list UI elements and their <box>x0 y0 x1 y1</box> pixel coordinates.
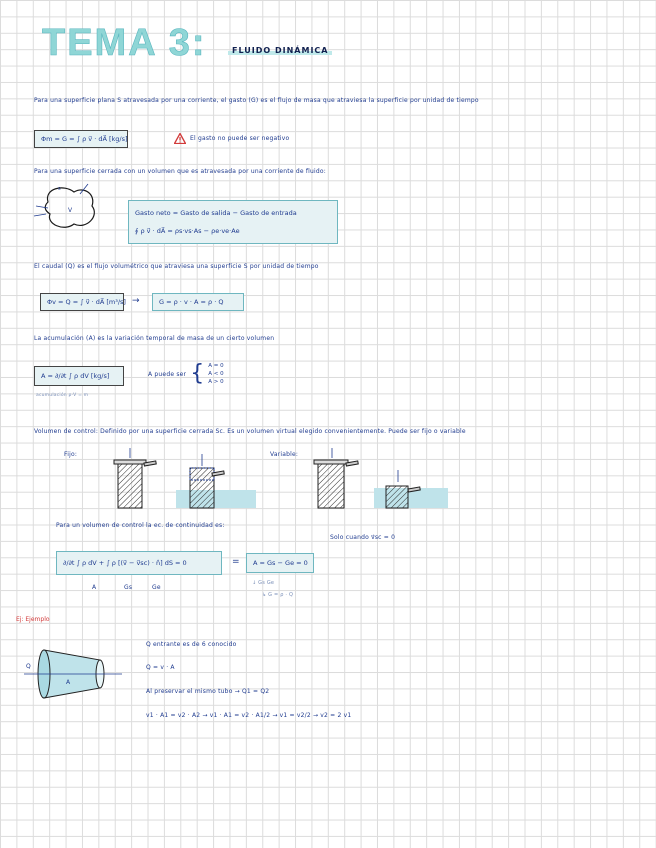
definition-caudal: El caudal (Q) es el flujo volumétrico que atraviesa una superficie S por unidad de tiempo <box>34 263 319 270</box>
continuity-equation2: A = Gs − Ge = 0 <box>253 559 308 567</box>
example-line-3: Al preservar el mismo tubo → Q1 = Q2 <box>146 688 270 695</box>
formula-caudal2: G = ρ · v · A = ρ · Q <box>159 298 224 306</box>
closed-surface-diagram <box>30 180 110 236</box>
variable-volume-diagram <box>300 446 450 516</box>
continuity-equation2-box <box>246 553 314 573</box>
solo-cuando-note: Solo cuando v⃗sc = 0 <box>330 534 396 541</box>
fixed-volume-diagram <box>100 446 260 516</box>
formula-caudal2-box <box>152 293 244 311</box>
svg-text:Q: Q <box>26 663 31 670</box>
example-nozzle-diagram <box>22 640 126 704</box>
acum-cases <box>148 362 224 386</box>
acum-puede: A puede ser <box>148 370 187 378</box>
svg-text:V: V <box>68 207 73 214</box>
example-label: Ej: Ejemplo <box>16 616 50 623</box>
definition-gasto: Para una superficie plana S atravesada por una corriente, el gasto (G) es el flujo de masa que atraviesa la superficie por unidad de tiempo <box>34 97 479 104</box>
variable-label: Variable: <box>270 451 299 458</box>
formula-gasto-box <box>34 130 128 148</box>
acum-case: A = 0 <box>208 363 224 369</box>
formula-gasto: Φm = G = ∫ ρ v⃗ · dA⃗ [kg/s] <box>41 135 128 143</box>
definition-acumulacion: La acumulación (A) es la variación temporal de masa de un cierto volumen <box>34 335 275 342</box>
equals-sign: = <box>232 557 240 567</box>
fijo-label: Fijo: <box>64 451 78 458</box>
formula-caudal-box <box>40 293 124 311</box>
eq-label-ge: Ge <box>152 584 161 591</box>
implies-arrow: → <box>132 296 140 306</box>
continuity-equation: ∂/∂t ∫ ρ dV + ∫ ρ [(v⃗ − v⃗sc) · n̂] dS = 0 <box>63 559 187 567</box>
page-title: TEMA 3: <box>42 22 207 64</box>
brace: { <box>190 361 205 386</box>
svg-text:s: s <box>58 186 61 192</box>
formula-acum-box <box>34 366 124 386</box>
warning-text: El gasto no puede ser negativo <box>190 135 290 142</box>
acum-sub: acumulación ρ·V = m <box>36 393 89 398</box>
eq-label-a: A <box>92 584 97 591</box>
gasto-neto-box <box>128 200 338 244</box>
eq-sub2: ↳ G = ρ · Q <box>262 592 294 598</box>
example-line-4: v1 · A1 = v2 · A2 → v1 · A1 = v2 · A1/2 → v1 = v2/2 → v2 = 2 v1 <box>146 712 352 719</box>
page-subtitle: FLUIDO DINÁMICA <box>228 46 332 55</box>
example-line-2: Q = v · A <box>146 664 175 671</box>
gasto-neto-text: Gasto neto = Gasto de salida − Gasto de entrada <box>135 209 297 217</box>
superficie-cerrada-text: Para una superficie cerrada con un volumen que es atravesada por una corriente de fluido: <box>34 168 326 175</box>
warning-icon <box>174 133 186 144</box>
warning-note <box>174 133 289 144</box>
example-line-1: Q entrante es de 6 conocido <box>146 641 237 648</box>
formula-caudal: Φv = Q = ∫ v⃗ · dA⃗ [m³/s] <box>47 298 126 306</box>
eq-label-gs: Gs <box>124 584 133 591</box>
svg-text:A: A <box>66 679 71 686</box>
acum-case: A > 0 <box>208 379 224 385</box>
acum-case: A < 0 <box>208 371 224 377</box>
volumen-control-text: Volumen de control: Definido por una superficie cerrada Sc. Es un volumen virtual elegido convenientemente. Puede ser fijo o variable <box>34 428 466 435</box>
continuity-equation-box <box>56 551 222 575</box>
gasto-neto-equation: ∮ ρ v⃗ · dA⃗ = ρs·vs·As − ρe·ve·Ae <box>135 227 240 235</box>
eq-sub: ↓ Gs Ge <box>252 580 275 586</box>
formula-acum: A = ∂/∂t ∫ ρ dV [kg/s] <box>41 372 110 380</box>
acum-cases-list <box>208 362 223 386</box>
continuidad-text: Para un volumen de control la ec. de continuidad es: <box>56 522 225 529</box>
